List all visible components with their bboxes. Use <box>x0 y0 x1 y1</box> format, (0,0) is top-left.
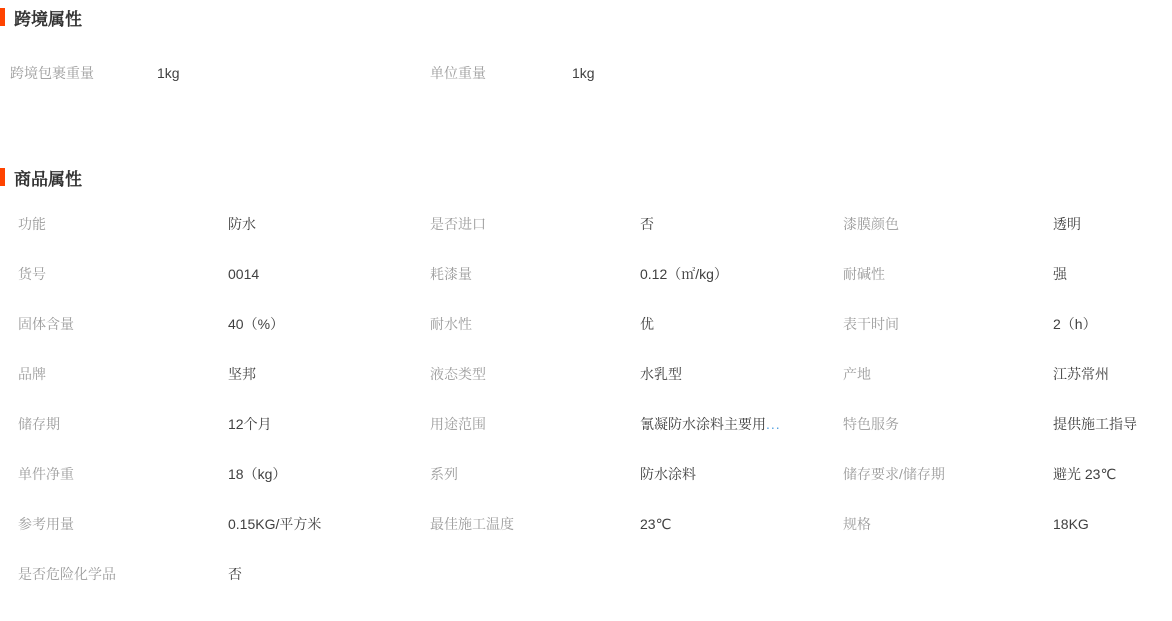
product-attributes-page <box>0 7 1172 621</box>
attr-pair <box>18 299 430 349</box>
attr-value-text: 氰凝防水涂料主要用 <box>640 416 766 432</box>
attr-value: 提供施工指导 <box>1053 416 1137 432</box>
attr-pair <box>843 199 1172 249</box>
attr-pair <box>430 299 843 349</box>
attr-pair <box>430 249 843 299</box>
attr-pair <box>18 499 430 549</box>
attr-value: 水乳型 <box>640 366 682 382</box>
attr-value: 江苏常州 <box>1053 366 1109 382</box>
expand-more-link[interactable]: ... <box>766 416 781 432</box>
attr-pair <box>843 399 1172 449</box>
attr-value: 防水 <box>228 216 256 232</box>
section-accent-bar <box>0 168 5 186</box>
attr-pair <box>843 249 1172 299</box>
product-section-title: 商品属性 <box>14 169 82 189</box>
attr-label: 耗漆量 <box>430 266 472 282</box>
attr-value <box>640 414 781 434</box>
attr-pair <box>18 349 430 399</box>
attr-value: 40（%） <box>228 316 285 332</box>
attr-value: 防水涂料 <box>640 466 696 482</box>
section-accent-bar <box>0 8 5 26</box>
attr-pair <box>18 249 430 299</box>
attr-label: 储存要求/储存期 <box>843 466 945 482</box>
attr-label: 耐水性 <box>430 316 472 332</box>
attr-value: 透明 <box>1053 216 1081 232</box>
attr-pair <box>843 349 1172 399</box>
attr-value: 否 <box>640 216 654 232</box>
attr-pair <box>430 63 595 83</box>
cross-border-attributes-row <box>0 63 1172 83</box>
attr-pair <box>843 499 1172 549</box>
attr-label: 跨境包裹重量 <box>10 65 94 81</box>
attr-value: 0.15KG/平方米 <box>228 516 322 532</box>
attr-value: 避光 23℃ <box>1053 466 1117 482</box>
attr-pair <box>18 549 430 599</box>
attr-value: 坚邦 <box>228 366 256 382</box>
attr-label: 特色服务 <box>843 416 899 432</box>
attr-value: 18（kg） <box>228 466 287 482</box>
attr-value: 0.12（㎡/kg） <box>640 266 728 282</box>
attr-value: 23℃ <box>640 515 672 532</box>
attr-label: 液态类型 <box>430 366 486 382</box>
cross-border-section-title: 跨境属性 <box>14 9 82 29</box>
attr-value: 优 <box>640 316 654 332</box>
attr-pair <box>843 299 1172 349</box>
attr-value: 强 <box>1053 266 1067 282</box>
attr-pair <box>430 349 843 399</box>
attr-label: 耐碱性 <box>843 266 885 282</box>
attr-label: 品牌 <box>18 366 46 382</box>
attr-value: 2（h） <box>1053 316 1097 332</box>
attr-label: 参考用量 <box>18 516 74 532</box>
attr-pair <box>18 449 430 499</box>
attr-value: 否 <box>228 566 242 582</box>
attr-label: 储存期 <box>18 416 60 432</box>
attr-pair <box>843 449 1172 499</box>
attr-label: 表干时间 <box>843 316 899 332</box>
product-section-header <box>0 167 1172 187</box>
attr-value: 12个月 <box>228 416 272 432</box>
attr-value: 1kg <box>157 65 180 81</box>
attr-label: 是否进口 <box>430 216 486 232</box>
attr-pair <box>430 399 843 449</box>
attr-label: 漆膜颜色 <box>843 216 899 232</box>
attr-label: 货号 <box>18 266 46 282</box>
attr-label: 是否危险化学品 <box>18 566 116 582</box>
attr-label: 单件净重 <box>18 466 74 482</box>
attr-pair <box>10 63 430 83</box>
attr-value: 1kg <box>572 65 595 81</box>
attr-label: 功能 <box>18 216 46 232</box>
attr-label: 最佳施工温度 <box>430 516 514 532</box>
attr-pair <box>18 199 430 249</box>
attr-pair <box>430 449 843 499</box>
attr-label: 规格 <box>843 516 871 532</box>
attr-pair <box>430 199 843 249</box>
product-attributes-grid <box>0 199 1172 599</box>
attr-label: 固体含量 <box>18 316 74 332</box>
attr-value: 18KG <box>1053 516 1089 532</box>
cross-border-section-header <box>0 7 1172 27</box>
attr-label: 系列 <box>430 466 458 482</box>
attr-label: 产地 <box>843 366 871 382</box>
attr-label: 用途范围 <box>430 416 486 432</box>
attr-pair <box>18 399 430 449</box>
attr-label: 单位重量 <box>430 65 486 81</box>
attr-pair <box>430 499 843 549</box>
attr-value: 0014 <box>228 266 260 282</box>
